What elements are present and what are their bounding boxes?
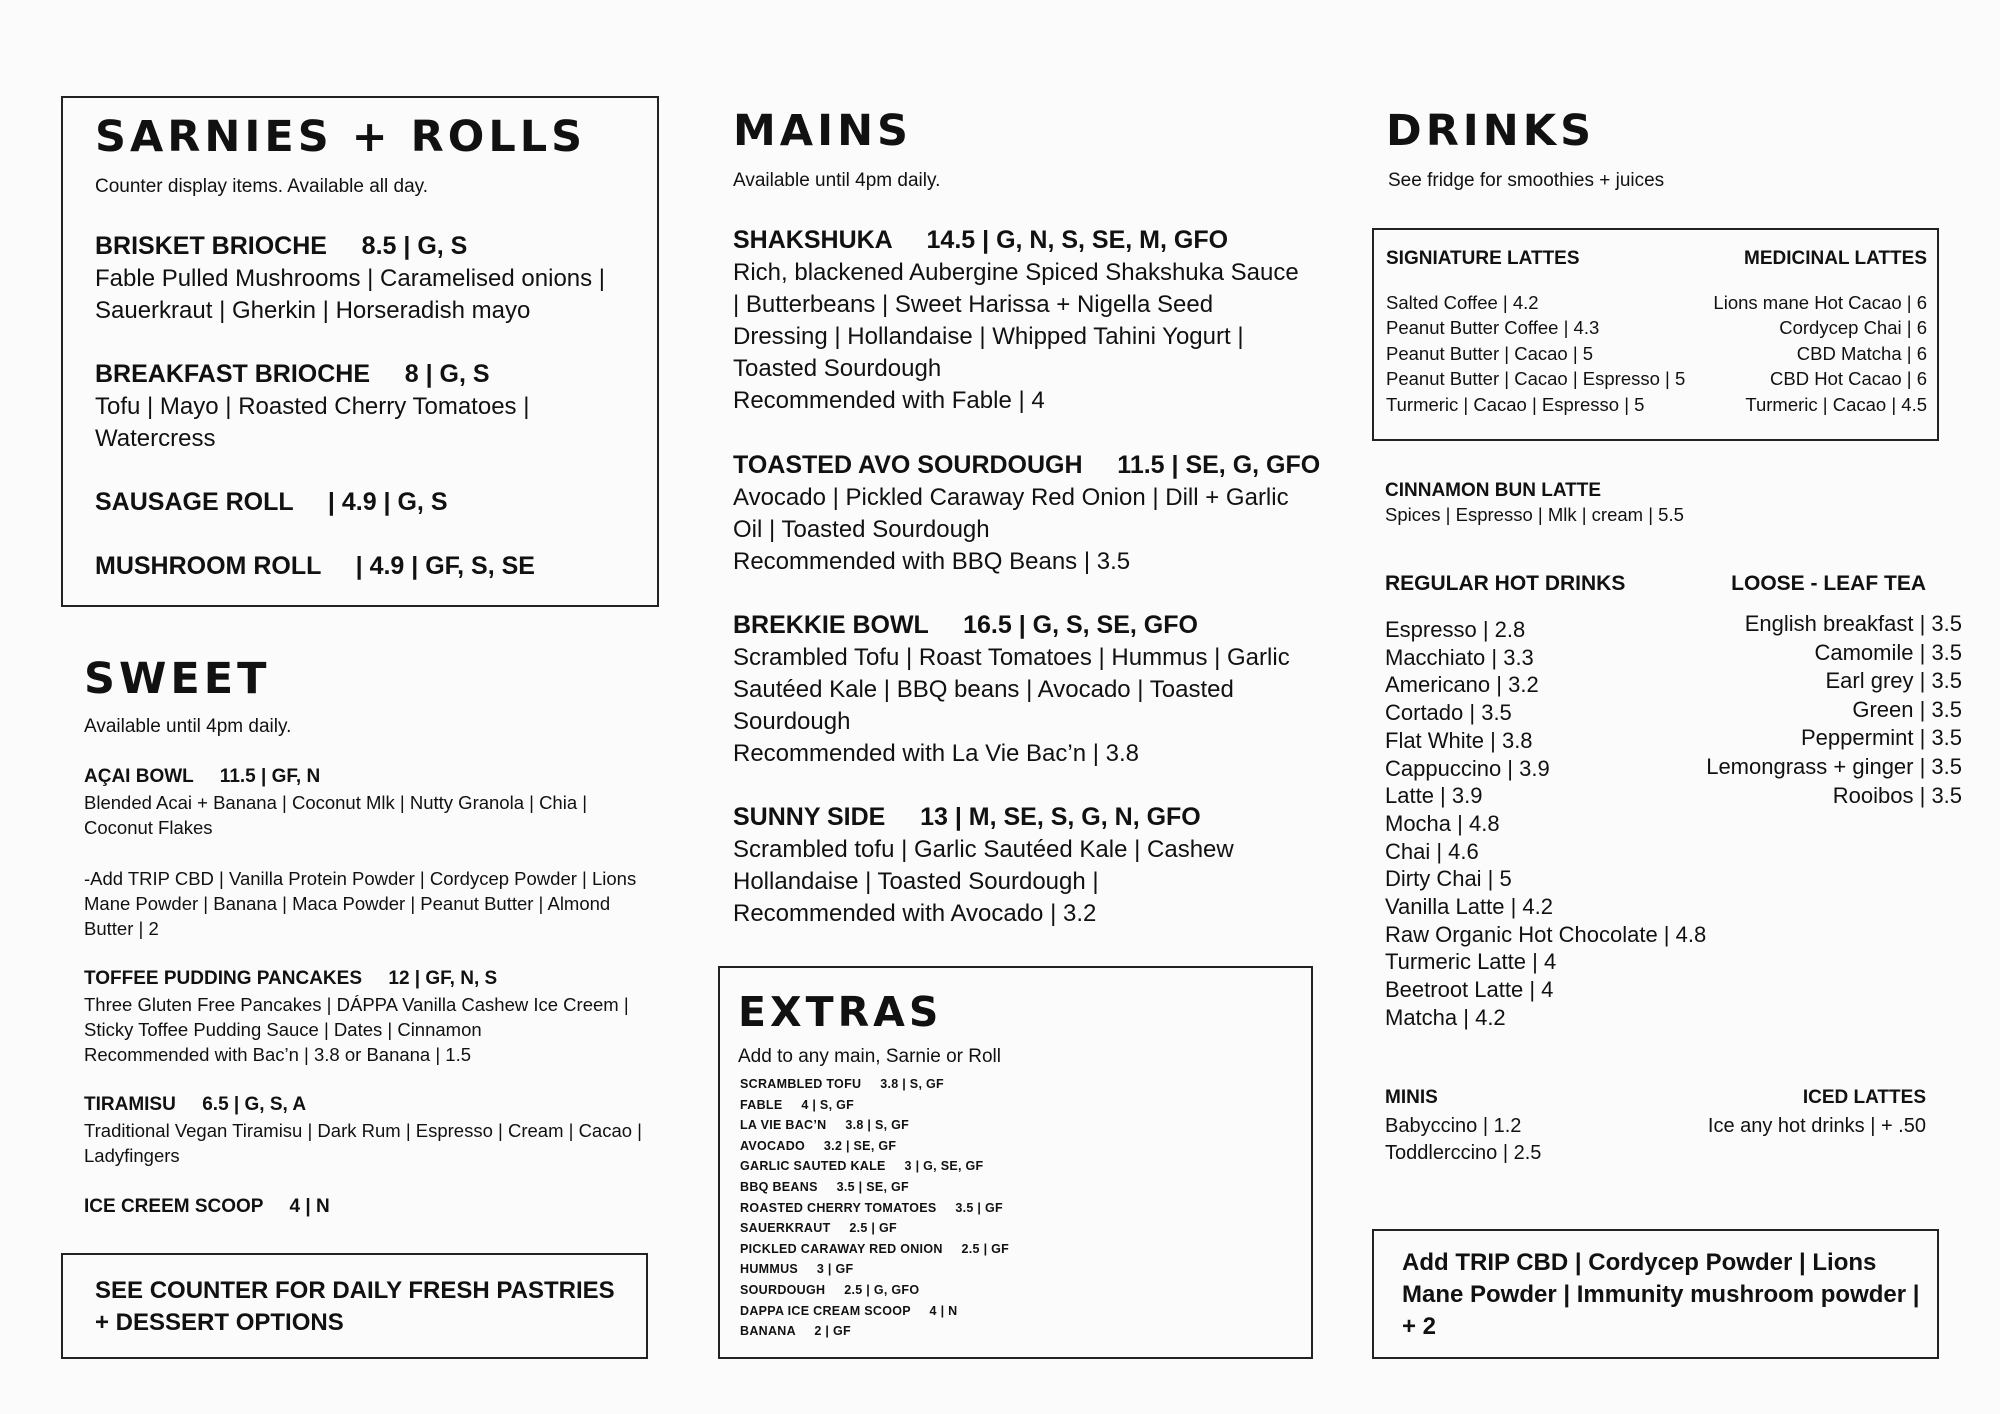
mains-section (733, 106, 1303, 192)
hot-drink-item: Beetroot Latte | 4 (1385, 977, 1554, 1003)
extras-item: ROASTED CHERRY TOMATOES 3.5 | GF (740, 1200, 1003, 1215)
mains-item-desc: Scrambled tofu | Garlic Sautéed Kale | Cashew Hollandaise | Toasted Sourdough | (733, 836, 1234, 895)
sweet-item-title: TIRAMISU 6.5 | G, S, A (84, 1094, 307, 1115)
hot-drink-item: Cortado | 3.5 (1385, 700, 1512, 726)
counter-note: SEE COUNTER FOR DAILY FRESH PASTRIES + DESSERT OPTIONS (95, 1277, 615, 1336)
sweet-subtitle: Available until 4pm daily. (84, 716, 292, 737)
medicinal-latte-item: Turmeric | Cacao | 4.5 (1745, 393, 1927, 415)
extras-item: GARLIC SAUTED KALE 3 | G, SE, GF (740, 1159, 984, 1174)
minis-item: Toddlerccino | 2.5 (1385, 1142, 1542, 1164)
extras-item: FABLE 4 | S, GF (740, 1097, 855, 1112)
sweet-section (84, 654, 644, 738)
extras-item: BBQ BEANS 3.5 | SE, GF (740, 1179, 909, 1194)
sweet-item-title: ICE CREEM SCOOP 4 | N (84, 1196, 330, 1217)
cinnamon-latte-title: CINNAMON BUN LATTE (1385, 480, 1602, 501)
sarnies-item-title: BRISKET BRIOCHE 8.5 | G, S (95, 232, 468, 260)
signature-latte-item: Turmeric | Cacao | Espresso | 5 (1386, 393, 1645, 415)
sweet-item-desc: Three Gluten Free Pancakes | DÁPPA Vanilla Cashew Ice Creem | Sticky Toffee Pudding Sauce | Dates | Cinnamon (84, 994, 629, 1040)
mains-item-title: TOASTED AVO SOURDOUGH 11.5 | SE, G, GFO (733, 451, 1321, 479)
sarnies-item-title: SAUSAGE ROLL | 4.9 | G, S (95, 488, 448, 516)
extras-item: PICKLED CARAWAY RED ONION 2.5 | GF (740, 1241, 1010, 1256)
mains-subtitle: Available until 4pm daily. (733, 170, 941, 191)
extras-item: AVOCADO 3.2 | SE, GF (740, 1138, 897, 1153)
medicinal-latte-item: CBD Hot Cacao | 6 (1770, 368, 1927, 390)
extras-item: LA VIE BAC’N 3.8 | S, GF (740, 1118, 910, 1133)
sarnies-item-title: BREAKFAST BRIOCHE 8 | G, S (95, 360, 490, 388)
tea-item: Lemongrass + ginger | 3.5 (1706, 753, 1963, 779)
sarnies-subtitle: Counter display items. Available all day. (95, 176, 429, 197)
extras-subtitle: Add to any main, Sarnie or Roll (738, 1046, 1001, 1067)
mains-item-desc: Rich, blackened Aubergine Spiced Shakshuka Sauce | Butterbeans | Sweet Harissa + Nigella Seed Dressing | Hollandaise | Whipped Tahini Yogurt | Toasted Sourdough (733, 259, 1299, 382)
hot-drink-item: Americano | 3.2 (1385, 672, 1539, 698)
hot-drink-item: Vanilla Latte | 4.2 (1385, 894, 1553, 920)
hot-drink-item: Turmeric Latte | 4 (1385, 949, 1557, 975)
sweet-item-recommendation: Recommended with Bac’n | 3.8 or Banana | 1.5 (84, 1044, 472, 1065)
extras-item: DAPPA ICE CREAM SCOOP 4 | N (740, 1303, 958, 1318)
sarnies-title: SARNIES + ROLLS (95, 112, 587, 162)
loose-leaf-tea-title: LOOSE - LEAF TEA (1731, 572, 1926, 595)
lattes-box (1372, 228, 1939, 441)
drinks-section (1386, 106, 1946, 192)
extras-item: SOURDOUGH 2.5 | G, GFO (740, 1282, 920, 1297)
mains-item-title: BREKKIE BOWL 16.5 | G, S, SE, GFO (733, 611, 1198, 639)
sweet-addons: -Add TRIP CBD | Vanilla Protein Powder | Cordycep Powder | Lions Mane Powder | Banana | Maca Powder | Peanut Butter | Almond Butter | 2 (84, 868, 637, 939)
mains-title: MAINS (733, 106, 913, 156)
signature-lattes-title: SIGNIATURE LATTES (1386, 248, 1580, 269)
drinks-title: DRINKS (1386, 106, 1596, 156)
tea-item: Green | 3.5 (1852, 696, 1963, 722)
mains-item-recommendation: Recommended with BBQ Beans | 3.5 (733, 548, 1131, 575)
signature-latte-item: Salted Coffee | 4.2 (1386, 292, 1539, 313)
sarnies-item-desc: Fable Pulled Mushrooms | Caramelised onions | Sauerkraut | Gherkin | Horseradish mayo (95, 265, 606, 324)
hot-drink-item: Matcha | 4.2 (1385, 1004, 1506, 1030)
mains-item-recommendation: Recommended with Avocado | 3.2 (733, 900, 1097, 927)
hot-drink-item: Dirty Chai | 5 (1385, 866, 1512, 892)
signature-latte-item: Peanut Butter | Cacao | Espresso | 5 (1386, 368, 1686, 390)
sarnies-item-desc: Tofu | Mayo | Roasted Cherry Tomatoes | Watercress (95, 393, 530, 452)
sweet-item-title: TOFFEE PUDDING PANCAKES 12 | GF, N, S (84, 968, 498, 989)
extras-item: HUMMUS 3 | GF (740, 1262, 854, 1277)
extras-title: EXTRAS (738, 988, 943, 1036)
mains-item-desc: Scrambled Tofu | Roast Tomatoes | Hummus | Garlic Sautéed Kale | BBQ beans | Avocado | Toasted Sourdough (733, 644, 1290, 735)
iced-lattes-desc: Ice any hot drinks | + .50 (1707, 1115, 1926, 1137)
hot-drink-item: Raw Organic Hot Chocolate | 4.8 (1385, 921, 1707, 947)
minis-title: MINIS (1385, 1087, 1438, 1108)
cinnamon-latte-desc: Spices | Espresso | Mlk | cream | 5.5 (1385, 504, 1684, 525)
mains-item-title: SUNNY SIDE 13 | M, SE, S, G, N, GFO (733, 803, 1201, 831)
hot-drink-item: Espresso | 2.8 (1385, 617, 1526, 642)
hot-drink-item: Flat White | 3.8 (1385, 727, 1533, 753)
drinks-subtitle: See fridge for smoothies + juices (1388, 170, 1665, 191)
signature-latte-item: Peanut Butter | Cacao | 5 (1386, 342, 1594, 364)
hot-drink-item: Latte | 3.9 (1385, 783, 1483, 809)
signature-latte-item: Peanut Butter Coffee | 4.3 (1386, 317, 1600, 339)
mains-item-recommendation: Recommended with Fable | 4 (733, 387, 1045, 414)
tea-item: English breakfast | 3.5 (1744, 611, 1963, 636)
medicinal-latte-item: Cordycep Chai | 6 (1779, 317, 1927, 339)
mains-item-title: SHAKSHUKA 14.5 | G, N, S, SE, M, GFO (733, 226, 1229, 254)
hot-drink-item: Macchiato | 3.3 (1385, 644, 1534, 670)
tea-item: Peppermint | 3.5 (1801, 725, 1963, 751)
tea-item: Rooibos | 3.5 (1832, 782, 1963, 808)
regular-hot-drinks-title: REGULAR HOT DRINKS (1385, 572, 1626, 595)
hot-drink-item: Mocha | 4.8 (1385, 810, 1500, 836)
medicinal-lattes-title: MEDICINAL LATTES (1744, 248, 1927, 269)
addons-box (1372, 1229, 1939, 1359)
extras-box (718, 966, 1313, 1359)
tea-item: Camomile | 3.5 (1814, 639, 1963, 665)
extras-item: SCRAMBLED TOFU 3.8 | S, GF (740, 1077, 944, 1091)
medicinal-latte-item: CBD Matcha | 6 (1796, 342, 1927, 364)
sweet-title: SWEET (84, 654, 271, 704)
medicinal-latte-item: Lions mane Hot Cacao | 6 (1713, 292, 1927, 313)
hot-drink-item: Cappuccino | 3.9 (1385, 755, 1550, 781)
extras-item: SAUERKRAUT 2.5 | GF (740, 1221, 897, 1236)
sweet-item-title: AÇAI BOWL 11.5 | GF, N (84, 766, 321, 787)
addons-note: Add TRIP CBD | Cordycep Powder | Lions Mane Powder | Immunity mushroom powder | + 2 (1402, 1249, 1920, 1340)
mains-item-recommendation: Recommended with La Vie Bac’n | 3.8 (733, 740, 1140, 767)
hot-drink-item: Chai | 4.6 (1385, 838, 1479, 864)
counter-note-box (61, 1253, 648, 1359)
mains-item-desc: Avocado | Pickled Caraway Red Onion | Dill + Garlic Oil | Toasted Sourdough (733, 484, 1289, 543)
sweet-item-desc: Blended Acai + Banana | Coconut Mlk | Nutty Granola | Chia | Coconut Flakes (84, 792, 588, 838)
extras-item: BANANA 2 | GF (740, 1324, 851, 1339)
tea-item: Earl grey | 3.5 (1825, 668, 1963, 694)
sarnies-item-title: MUSHROOM ROLL | 4.9 | GF, S, SE (95, 552, 535, 580)
sarnies-box (61, 96, 659, 607)
iced-lattes-title: ICED LATTES (1802, 1087, 1926, 1108)
minis-item: Babyccino | 1.2 (1385, 1115, 1522, 1137)
sweet-item-desc: Traditional Vegan Tiramisu | Dark Rum | Espresso | Cream | Cacao | Ladyfingers (84, 1120, 642, 1166)
